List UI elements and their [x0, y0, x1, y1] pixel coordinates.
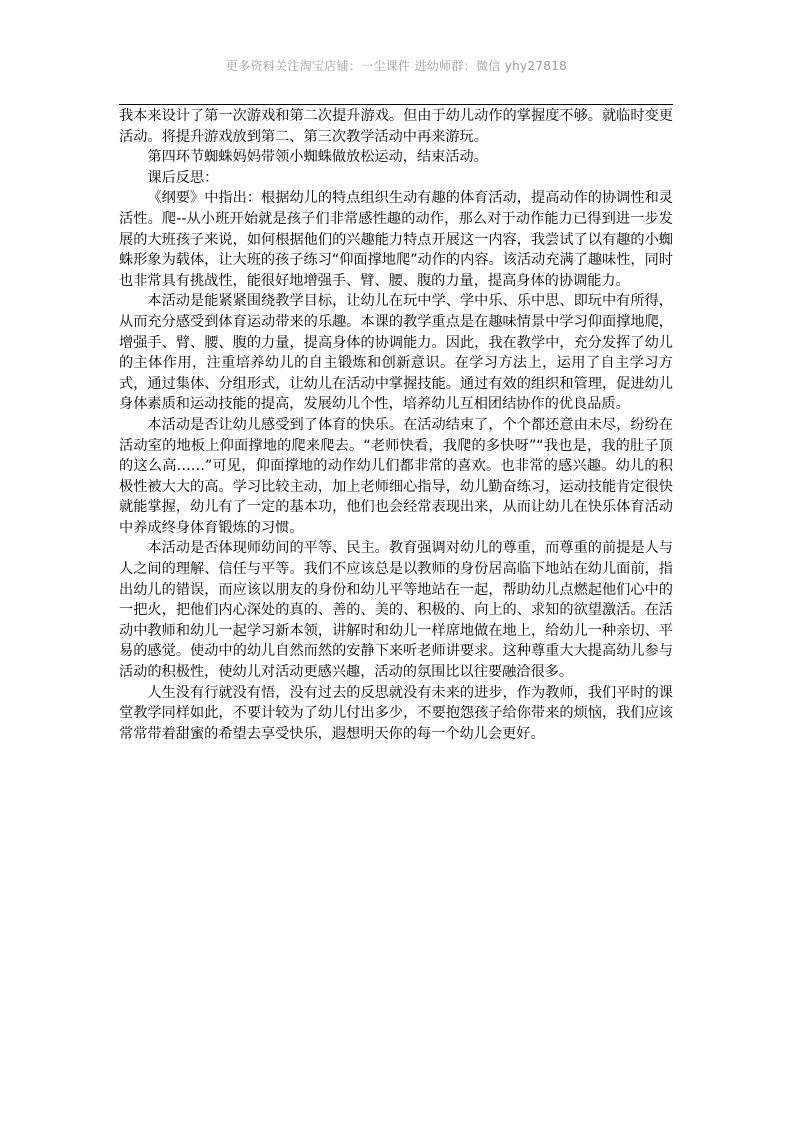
paragraph-enjoyment: 本活动是否让幼儿感受到了体育的快乐。在活动结束了，个个都还意由未尽，纷纷在活动室的地板上仰面撑地的爬来爬去。“老师快看，我爬的多快呀”“我也是，我的肚子顶的这么高……”可见，仰面撑地的动作幼儿们都非常的喜欢。也非常的感兴趣。幼儿的积极性被大大的高。学习比较主动，加上老师细心指导，幼儿勤奋练习，运动技能肯定很快就能掌握，幼儿有了一定的基本功，他们也会经常表现出来，从而让幼儿在快乐体育活动中养成终身体育锻炼的习惯。 — [119, 416, 673, 536]
section-heading-reflection: 课后反思： — [147, 169, 219, 186]
paragraph-guideline: 《纲要》中指出：根据幼儿的特点组织生动有趣的体育活动，提高动作的协调性和灵活性。爬--从小班开始就是孩子们非常感性趣的动作，那么对于动作能力已得到进一步发展的大班孩子来说，如何根据他们的兴趣能力特点开展这一内容，我尝试了以有趣的小蜘蛛形象为载体，让大班的孩子练习“仰面撑地爬”动作的内容。该活动充满了趣味性，同时也非常具有挑战性，能很好地增强手、臂、腰、腹的力量，提高身体的协调能力。 — [119, 190, 673, 289]
paragraph-conclusion: 人生没有行就没有悟，没有过去的反思就没有未来的进步，作为教师，我们平时的课堂教学同样如此，不要计较为了幼儿付出多少，不要抱怨孩子给你带来的烦恼，我们应该常常带着甜蜜的希望去享受快乐，遐想明天你的每一个幼儿会更好。 — [119, 684, 673, 742]
page-header-watermark: 更多资料关注淘宝店铺：一尘课件 进幼师群：微信 yhy27818 — [225, 59, 568, 73]
paragraph-step-four: 第四环节蜘蛛妈妈带领小蜘蛛做放松运动，结束活动。 — [147, 149, 488, 166]
paragraph-equality: 本活动是否体现师幼间的平等、民主。教育强调对幼儿的尊重，而尊重的前提是人与人之间的理解、信任与平等。我们不应该总是以教师的身份居高临下地站在幼儿面前，指出幼儿的错误，而应该以朋友的身份和幼儿平等地站在一起，帮助幼儿点燃起他们心中的一把火，把他们内心深处的真的、善的、美的、积极的、向上的、求知的欲望激活。在活动中教师和幼儿一起学习新本领，讲解时和幼儿一样席地做在地上，给幼儿一种亲切、平易的感觉。使动中的幼儿自然而然的安静下来听老师讲要求。这种尊重大大提高幼儿参与活动的积极性，使幼儿对活动更感兴趣，活动的氛围比以往要融洽很多。 — [119, 540, 673, 681]
paragraph-objectives: 本活动是能紧紧围绕教学目标，让幼儿在玩中学、学中乐、乐中思、即玩中有所得，从而充分感受到体育运动带来的乐趣。本课的教学重点是在趣味情景中学习仰面撑地爬，增强手、臂、腰、腹的力量，提高身体的协调能力。因此，我在教学中，充分发挥了幼儿的主体作用，注重培养幼儿的自主锻炼和创新意识。在学习方法上，运用了自主学习方式，通过集体、分组形式，让幼儿在活动中掌握技能。通过有效的组织和管理，促进幼儿身体素质和运动技能的提高，发展幼儿个性，培养幼儿互相团结协作的优良品质。 — [119, 293, 673, 413]
header-divider — [119, 104, 673, 105]
paragraph-intro: 我本来设计了第一次游戏和第二次提升游戏。但由于幼儿动作的掌握度不够。就临时变更活动。将提升游戏放到第二、第三次教学活动中再来游玩。 — [119, 108, 673, 145]
document-body — [119, 106, 673, 744]
